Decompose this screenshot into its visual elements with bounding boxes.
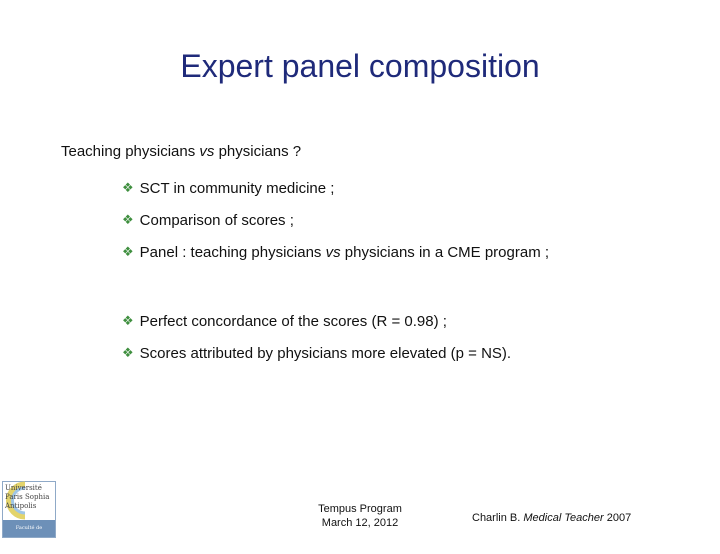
logo-caption: Faculté de Médecine: [3, 520, 55, 537]
diamond-bullet-icon: ❖: [122, 180, 134, 195]
bullet-text: Panel : teaching physicians: [139, 244, 326, 261]
slide-subtitle: [61, 143, 301, 160]
bullet-item: [122, 313, 447, 330]
bullet-text-end: physicians in a CME program ;: [340, 244, 550, 261]
bullet-item: [122, 345, 511, 362]
diamond-bullet-icon: ❖: [122, 244, 134, 259]
footer-program: [300, 502, 420, 530]
diamond-bullet-icon: ❖: [122, 212, 134, 227]
bullet-vs: vs: [325, 244, 341, 261]
diamond-bullet-icon: ❖: [122, 345, 134, 360]
logo-emblem: [3, 482, 55, 519]
footer-citation: [472, 512, 631, 524]
slide-title: Expert panel composition: [180, 48, 540, 84]
footer-date: March 12, 2012: [321, 517, 399, 529]
bullet-item: [122, 212, 294, 229]
citation-year: 2007: [603, 512, 632, 524]
citation-author: Charlin B.: [472, 512, 524, 524]
footer-program-name: Tempus Program: [318, 503, 402, 515]
citation-journal: Medical Teacher: [523, 512, 604, 524]
diamond-bullet-icon: ❖: [122, 313, 134, 328]
bullet-item: [122, 180, 334, 197]
bullet-item: [122, 244, 549, 261]
university-logo: [2, 481, 56, 548]
subtitle-prefix: Teaching physicians: [61, 143, 200, 160]
bullet-text: SCT in community medicine ;: [139, 180, 335, 197]
bullet-text: Perfect concordance of the scores (R = 0.98) ;: [139, 313, 447, 330]
subtitle-suffix: physicians ?: [214, 143, 302, 160]
subtitle-vs: vs: [199, 143, 215, 160]
bullet-text: Comparison of scores ;: [139, 212, 294, 229]
logo-text: Université Paris Sophia Antipolis: [5, 484, 50, 510]
bullet-text: Scores attributed by physicians more elevated (p = NS).: [139, 345, 512, 362]
